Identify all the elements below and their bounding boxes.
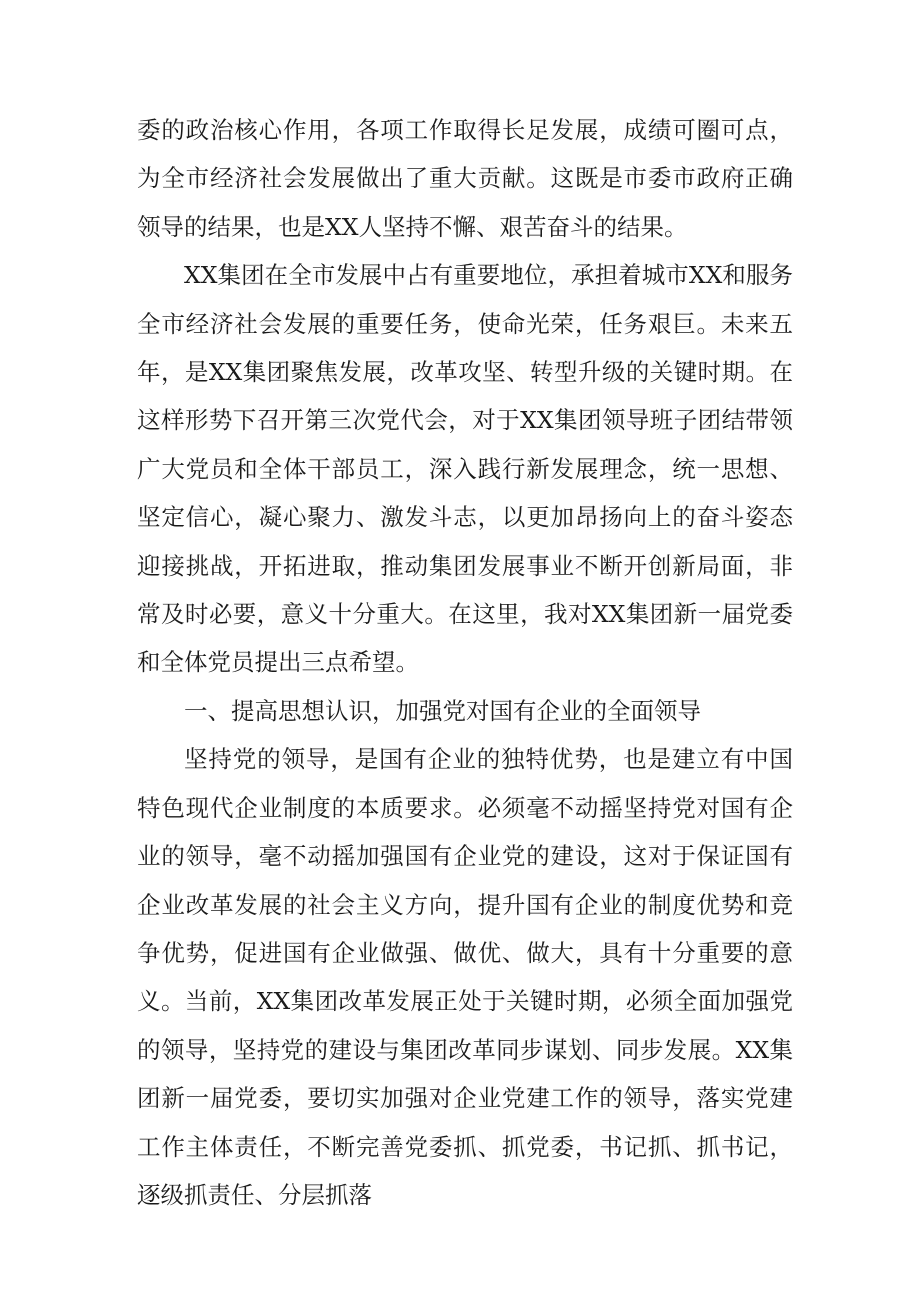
paragraph-party-leadership: 坚持党的领导，是国有企业的独特优势，也是建立有中国特色现代企业制度的本质要求。必须毫不动摇坚持党对国有企业的领导，毫不动摇加强国有企业党的建设，这对于保证国有企业改革发展的社会主义方向，提升国有企业的制度优势和竞争优势，促进国有企业做强、做优、做大，具有十分重要的意义。当前，XX集团改革发展正处于关键时期，必须全面加强党的领导，坚持党的建设与集团改革同步谋划、同步发展。XX集团新一届党委，要切实加强对企业党建工作的领导，落实党建工作主体责任，不断完善党委抓、抓党委，书记抓、抓书记，逐级抓责任、分层抓落 (137, 745, 793, 1209)
document-body (137, 106, 793, 1219)
paragraph-group-role: XX集团在全市发展中占有重要地位，承担着城市XX和服务全市经济社会发展的重要任务，使命光荣，任务艰巨。未来五年，是XX集团聚焦发展，改革攻坚、转型升级的关键时期。在这样形势下召开第三次党代会，对于XX集团领导班子团结带领广大党员和全体干部员工，深入践行新发展理念，统一思想、坚定信心，凝心聚力、激发斗志，以更加昂扬向上的奋斗姿态迎接挑战，开拓进取，推动集团发展事业不断开创新局面，非常及时必要，意义十分重大。在这里，我对XX集团新一届党委和全体党员提出三点希望。 (137, 261, 793, 677)
paragraph-continued: 委的政治核心作用，各项工作取得长足发展，成绩可圈可点，为全市经济社会发展做出了重大贡献。这既是市委市政府正确领导的结果，也是XX人坚持不懈、艰苦奋斗的结果。 (137, 116, 793, 241)
section-heading-1: 一、提高思想认识，加强党对国有企业的全面领导 (184, 696, 701, 725)
